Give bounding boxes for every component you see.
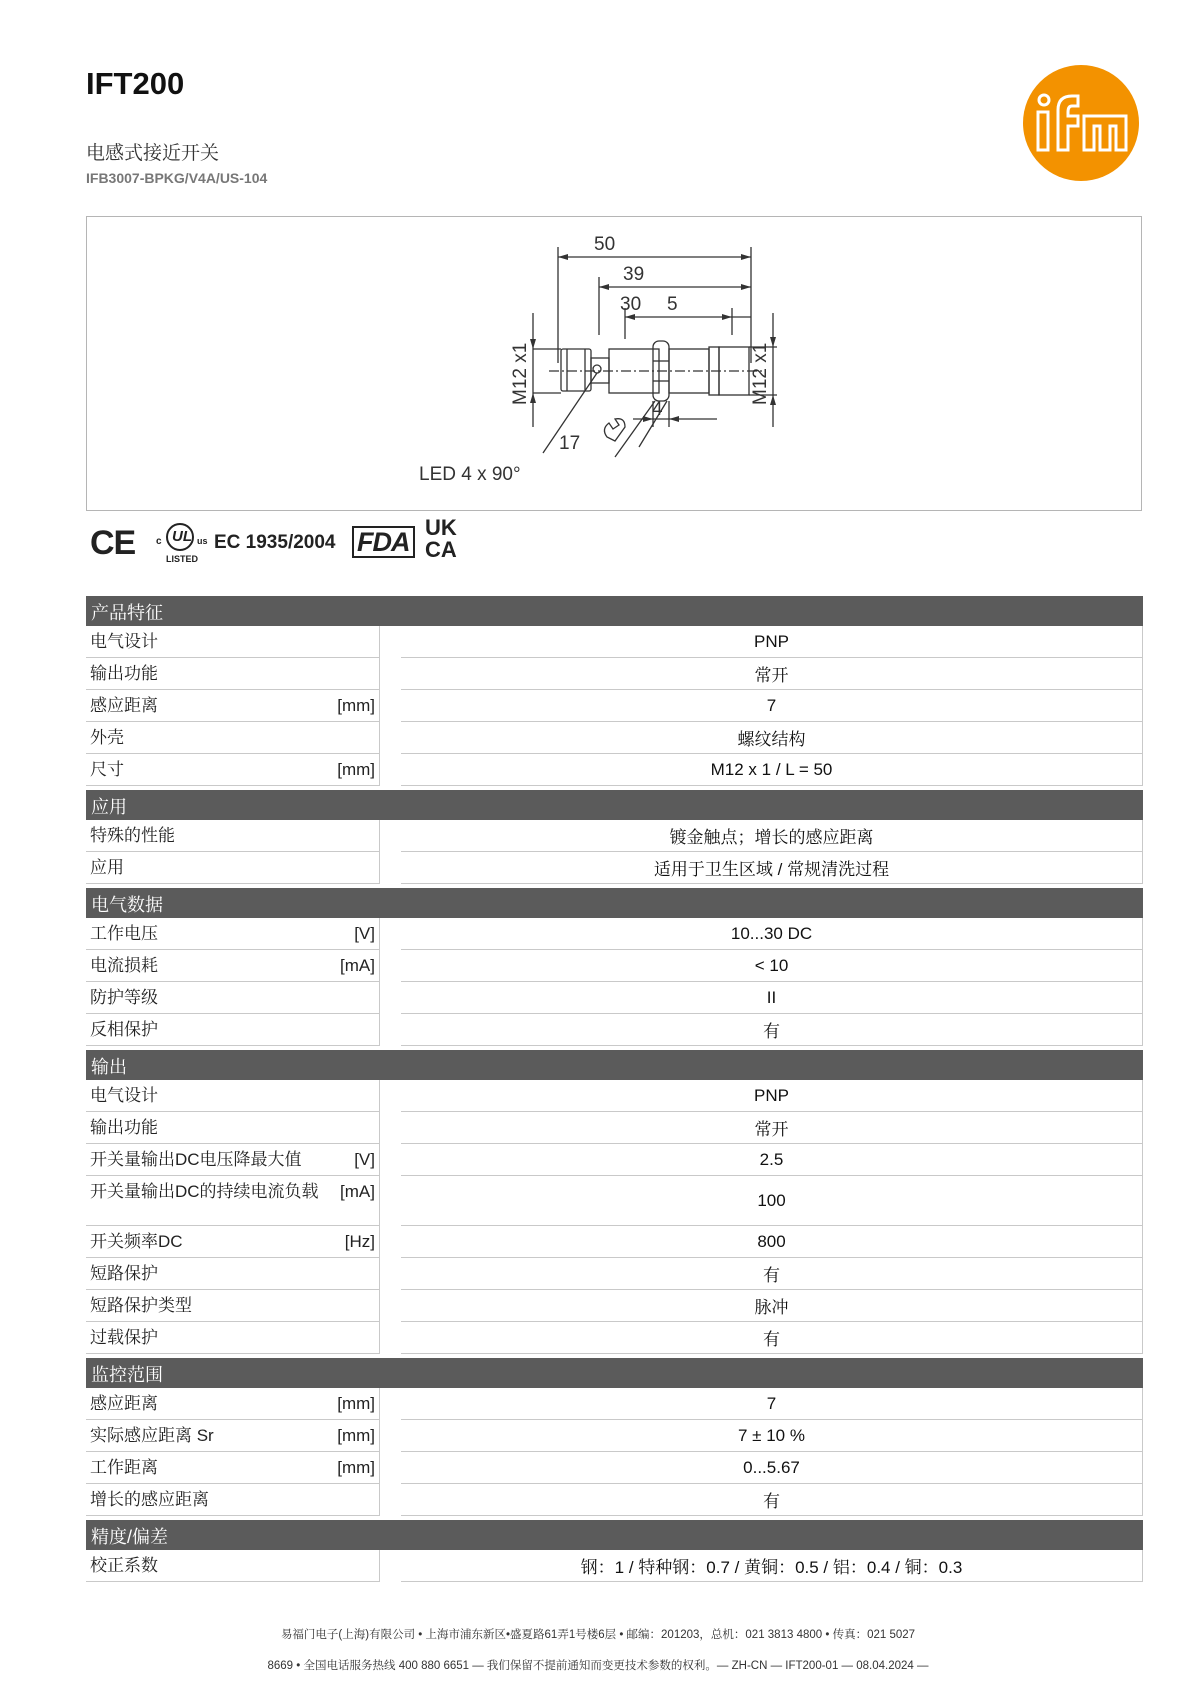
spec-value: 常开 xyxy=(401,1112,1143,1144)
spec-unit xyxy=(365,726,375,753)
spec-label: 电气设计 xyxy=(90,1086,158,1105)
spec-value: 有 xyxy=(401,1258,1143,1290)
spec-row xyxy=(86,1452,1143,1484)
spec-row xyxy=(86,1420,1143,1452)
spec-label-cell xyxy=(86,722,380,754)
specification-table xyxy=(86,596,1143,1582)
spec-label-cell xyxy=(86,754,380,786)
spec-label-cell xyxy=(86,1144,380,1176)
spec-label: 外壳 xyxy=(90,728,124,747)
product-title: IFT200 xyxy=(86,66,185,101)
spec-row xyxy=(86,1550,1143,1582)
spec-label: 短路保护类型 xyxy=(90,1296,192,1315)
ukca-ca: CA xyxy=(425,537,457,562)
spec-label-cell xyxy=(86,1322,380,1354)
spec-value: 100 xyxy=(401,1176,1143,1226)
spec-label-cell xyxy=(86,1452,380,1484)
spec-row xyxy=(86,722,1143,754)
spec-unit xyxy=(365,856,375,883)
spec-label-cell xyxy=(86,1550,380,1582)
spec-row xyxy=(86,754,1143,786)
spec-unit xyxy=(365,1488,375,1515)
spec-value: 适用于卫生区域 / 常规清洗过程 xyxy=(401,852,1143,884)
spec-value: PNP xyxy=(401,1080,1143,1112)
spec-label: 电气设计 xyxy=(90,632,158,651)
spec-label-cell xyxy=(86,1290,380,1322)
spec-row xyxy=(86,1290,1143,1322)
spec-label: 短路保护 xyxy=(90,1264,158,1283)
spec-row xyxy=(86,918,1143,950)
spec-value: 7 ± 10 % xyxy=(401,1420,1143,1452)
spec-unit xyxy=(365,1018,375,1045)
spec-unit xyxy=(365,1294,375,1321)
spec-value: 钢：1 / 特种钢：0.7 / 黄铜：0.5 / 铝：0.4 / 铜：0.3 xyxy=(401,1550,1143,1582)
spec-row xyxy=(86,1226,1143,1258)
spec-value: 有 xyxy=(401,1322,1143,1354)
spec-label: 感应距离 xyxy=(90,1394,158,1413)
spec-unit xyxy=(365,630,375,657)
product-subtitle: 电感式接近开关 xyxy=(86,143,220,164)
spec-label: 工作电压 xyxy=(90,924,158,943)
spec-label: 防护等级 xyxy=(90,988,158,1007)
spec-label-cell xyxy=(86,626,380,658)
ec-regulation-mark: EC 1935/2004 xyxy=(214,532,336,553)
footer-address: 易福门电子(上海)有限公司 • 上海市浦东新区•盛夏路61弄1号楼6层 • 邮编：201203，总机：021 3813 4800 • 传真：021 5027 xyxy=(280,1629,916,1641)
spec-label-cell xyxy=(86,918,380,950)
section-header: 应用 xyxy=(86,790,1143,820)
dimension-drawing xyxy=(86,216,1142,511)
article-code: IFB3007-BPKG/V4A/US-104 xyxy=(86,170,268,186)
spec-value: 7 xyxy=(401,690,1143,722)
spec-label: 开关量输出DC电压降最大值 xyxy=(90,1150,302,1169)
dim-30: 30 xyxy=(620,294,642,315)
spec-row xyxy=(86,1080,1143,1112)
spec-unit xyxy=(365,662,375,689)
spec-label: 电流损耗 xyxy=(90,956,158,975)
spec-label: 应用 xyxy=(90,858,124,877)
dimension-drawing-svg xyxy=(87,217,1143,512)
spec-row xyxy=(86,1258,1143,1290)
spec-label-cell xyxy=(86,950,380,982)
spec-value: M12 x 1 / L = 50 xyxy=(401,754,1143,786)
spec-label: 校正系数 xyxy=(90,1556,158,1575)
spec-unit: [mm] xyxy=(337,760,375,779)
spec-label-cell xyxy=(86,1176,380,1226)
spec-unit: [mm] xyxy=(337,696,375,715)
spec-unit: [V] xyxy=(354,924,375,943)
spec-label-cell xyxy=(86,1420,380,1452)
ul-us: us xyxy=(197,536,208,546)
spec-label: 感应距离 xyxy=(90,696,158,715)
spec-label: 开关量输出DC的持续电流负载 xyxy=(90,1182,319,1201)
spec-value: 10...30 DC xyxy=(401,918,1143,950)
spec-label-cell xyxy=(86,1080,380,1112)
spec-value: 有 xyxy=(401,1484,1143,1516)
spec-label-cell xyxy=(86,852,380,884)
ul-listed: LISTED xyxy=(166,554,199,564)
certification-marks xyxy=(90,515,510,570)
spec-label-cell xyxy=(86,1226,380,1258)
spec-value: 螺纹结构 xyxy=(401,722,1143,754)
thread-right-label: M12 x1 xyxy=(750,342,771,405)
spec-label: 尺寸 xyxy=(90,760,124,779)
spec-label-cell xyxy=(86,1484,380,1516)
spec-label-cell xyxy=(86,1388,380,1420)
spec-row xyxy=(86,852,1143,884)
spec-unit xyxy=(365,824,375,851)
spec-label: 特殊的性能 xyxy=(90,826,175,845)
spec-label-cell xyxy=(86,820,380,852)
spec-label: 过载保护 xyxy=(90,1328,158,1347)
spec-row xyxy=(86,658,1143,690)
spec-value: 脉冲 xyxy=(401,1290,1143,1322)
fda-mark: FDA xyxy=(352,526,415,558)
spec-label: 增长的感应距离 xyxy=(90,1490,209,1509)
spec-label: 输出功能 xyxy=(90,664,158,683)
spec-value: 2.5 xyxy=(401,1144,1143,1176)
spec-label-cell xyxy=(86,1258,380,1290)
spec-unit xyxy=(365,1326,375,1353)
spec-label: 开关频率DC xyxy=(90,1232,183,1251)
ul-c: c xyxy=(156,536,162,547)
spec-value: < 10 xyxy=(401,950,1143,982)
spec-row xyxy=(86,1144,1143,1176)
spec-unit: [mm] xyxy=(337,1394,375,1413)
ukca-uk: UK xyxy=(425,515,457,540)
spec-label-cell xyxy=(86,1112,380,1144)
spec-row xyxy=(86,982,1143,1014)
spec-row xyxy=(86,1176,1143,1226)
section-header: 精度/偏差 xyxy=(86,1520,1143,1550)
spec-value: 有 xyxy=(401,1014,1143,1046)
spec-row xyxy=(86,1484,1143,1516)
spec-unit: [mA] xyxy=(340,1182,375,1201)
section-header: 输出 xyxy=(86,1050,1143,1080)
spec-unit: [mA] xyxy=(340,956,375,975)
spec-unit: [mm] xyxy=(337,1458,375,1477)
spec-row xyxy=(86,690,1143,722)
dim-39: 39 xyxy=(623,264,645,285)
led-label: LED 4 x 90° xyxy=(419,464,521,485)
ifm-logo xyxy=(1022,64,1140,182)
spec-label-cell xyxy=(86,982,380,1014)
wrench-icon xyxy=(604,419,625,441)
ukca-mark xyxy=(425,517,467,563)
spec-label-cell xyxy=(86,1014,380,1046)
spec-label-cell xyxy=(86,658,380,690)
footer-legal: 8669 • 全国电话服务热线 400 880 6651 — 我们保留不提前通知而变更技术参数的权利。— ZH-CN — IFT200-01 — 08.04.2024 — xyxy=(267,1660,929,1672)
spec-label: 工作距离 xyxy=(90,1458,158,1477)
spec-value: II xyxy=(401,982,1143,1014)
spec-unit xyxy=(365,986,375,1013)
spec-row xyxy=(86,1388,1143,1420)
spec-row xyxy=(86,820,1143,852)
spec-label-cell xyxy=(86,690,380,722)
spec-row xyxy=(86,626,1143,658)
spec-value: 镀金触点；增长的感应距离 xyxy=(401,820,1143,852)
spec-label: 反相保护 xyxy=(90,1020,158,1039)
spec-value: 0...5.67 xyxy=(401,1452,1143,1484)
spec-label: 实际感应距离 Sr xyxy=(90,1426,214,1445)
thread-left-label: M12 x1 xyxy=(510,342,531,405)
dim-17: 17 xyxy=(559,433,581,454)
spec-row xyxy=(86,1112,1143,1144)
spec-value: PNP xyxy=(401,626,1143,658)
spec-unit: [mm] xyxy=(337,1426,375,1445)
spec-row xyxy=(86,1322,1143,1354)
spec-label: 输出功能 xyxy=(90,1118,158,1137)
spec-row xyxy=(86,1014,1143,1046)
section-header: 产品特征 xyxy=(86,596,1143,626)
spec-unit: [Hz] xyxy=(344,1232,375,1251)
ce-mark: CE xyxy=(90,524,136,562)
section-header: 电气数据 xyxy=(86,888,1143,918)
dim-4: 4 xyxy=(652,399,663,420)
spec-unit xyxy=(365,1554,375,1581)
spec-row xyxy=(86,950,1143,982)
dim-50: 50 xyxy=(594,234,616,255)
dim-5: 5 xyxy=(667,294,678,315)
ul-text: UL xyxy=(172,528,192,545)
spec-unit xyxy=(365,1084,375,1111)
spec-unit: [V] xyxy=(354,1150,375,1169)
spec-value: 常开 xyxy=(401,658,1143,690)
spec-value: 800 xyxy=(401,1226,1143,1258)
spec-unit xyxy=(365,1262,375,1289)
section-header: 监控范围 xyxy=(86,1358,1143,1388)
spec-value: 7 xyxy=(401,1388,1143,1420)
spec-unit xyxy=(365,1116,375,1143)
